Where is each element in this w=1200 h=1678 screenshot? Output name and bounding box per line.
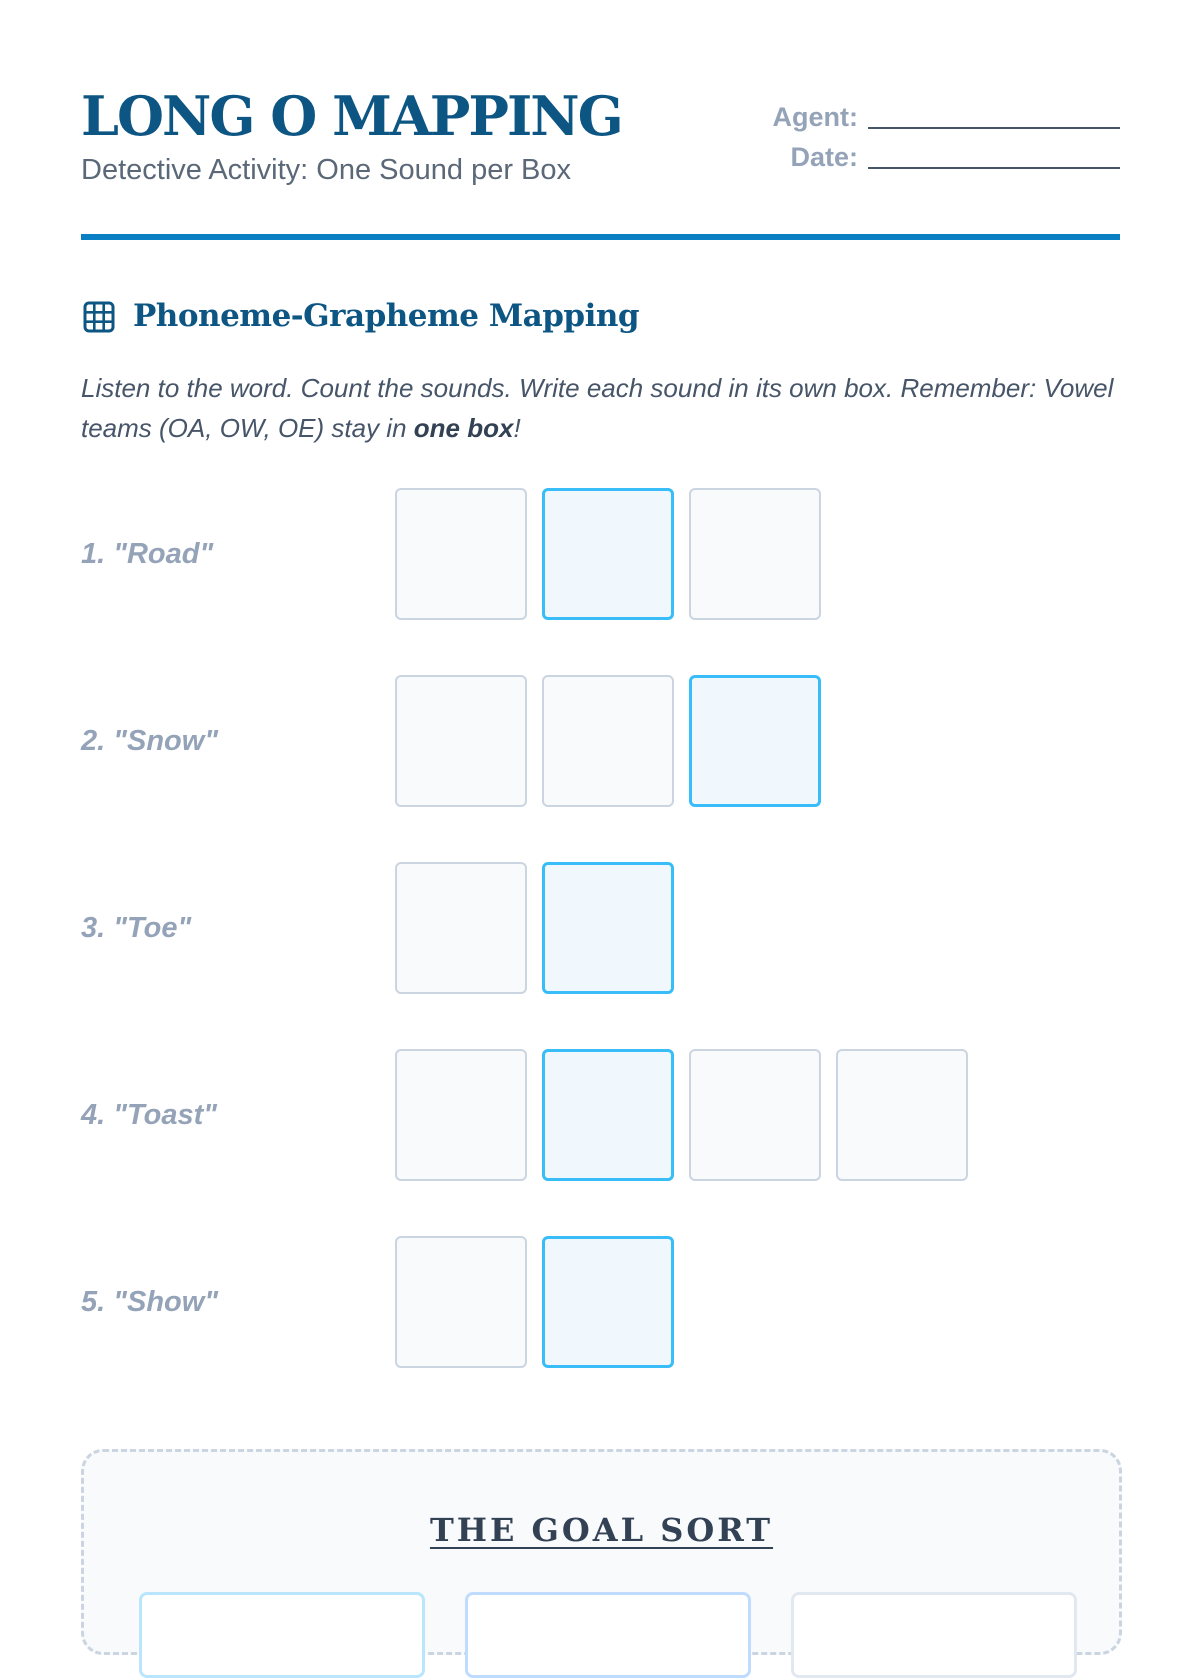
worksheet-header bbox=[81, 84, 1120, 244]
worksheet-page bbox=[81, 0, 1120, 1600]
word-label: 5. "Show" bbox=[81, 1286, 219, 1318]
goal-sort-title: THE GOAL SORT bbox=[429, 1511, 774, 1549]
grid-icon bbox=[83, 301, 115, 333]
date-line[interactable] bbox=[868, 167, 1120, 169]
instructions-text: Listen to the word. Count the sounds. Write each sound in its own box. Remember: Vowel teams (OA, OW, OE) stay in bbox=[81, 373, 1114, 443]
sound-boxes bbox=[395, 488, 821, 620]
sound-box-vowel-team[interactable] bbox=[542, 1049, 674, 1181]
sound-box[interactable] bbox=[836, 1049, 968, 1181]
sound-box-vowel-team[interactable] bbox=[542, 1236, 674, 1368]
word-label: 1. "Road" bbox=[81, 538, 214, 570]
agent-field[interactable] bbox=[760, 100, 1120, 140]
agent-line[interactable] bbox=[868, 127, 1120, 129]
instructions-end: ! bbox=[513, 413, 521, 443]
sound-box[interactable] bbox=[395, 488, 527, 620]
sound-box[interactable] bbox=[689, 1049, 821, 1181]
word-label: 3. "Toe" bbox=[81, 912, 192, 944]
sound-box[interactable] bbox=[689, 488, 821, 620]
sound-box[interactable] bbox=[395, 675, 527, 807]
agent-label: Agent: bbox=[772, 102, 858, 132]
sound-box-vowel-team[interactable] bbox=[689, 675, 821, 807]
goal-sort-column-1[interactable] bbox=[139, 1592, 425, 1678]
header-divider bbox=[81, 234, 1120, 240]
page-subtitle: Detective Activity: One Sound per Box bbox=[81, 154, 572, 186]
instructions-emphasis: one box bbox=[413, 413, 514, 443]
sound-box[interactable] bbox=[395, 1236, 527, 1368]
word-label: 2. "Snow" bbox=[81, 725, 219, 757]
date-field[interactable] bbox=[760, 140, 1120, 180]
sound-boxes bbox=[395, 1236, 674, 1368]
sound-boxes bbox=[395, 675, 821, 807]
goal-sort-column-2[interactable] bbox=[465, 1592, 751, 1678]
instructions bbox=[81, 368, 1120, 448]
section-header bbox=[81, 298, 1120, 338]
meta-fields bbox=[760, 100, 1120, 180]
goal-sort-panel bbox=[81, 1449, 1122, 1655]
word-label: 4. "Toast" bbox=[81, 1099, 218, 1131]
date-label: Date: bbox=[790, 142, 858, 172]
word-row-4 bbox=[81, 1049, 1120, 1181]
word-row-1 bbox=[81, 488, 1120, 620]
goal-sort-columns bbox=[139, 1592, 1077, 1678]
sound-box[interactable] bbox=[395, 862, 527, 994]
sound-boxes bbox=[395, 862, 674, 994]
sound-box[interactable] bbox=[542, 675, 674, 807]
sound-box-vowel-team[interactable] bbox=[542, 488, 674, 620]
goal-sort-column-3[interactable] bbox=[791, 1592, 1077, 1678]
sound-box-vowel-team[interactable] bbox=[542, 862, 674, 994]
section-title: Phoneme-Grapheme Mapping bbox=[133, 298, 640, 334]
word-row-3 bbox=[81, 862, 1120, 994]
page-title: LONG O MAPPING bbox=[81, 84, 622, 148]
word-row-2 bbox=[81, 675, 1120, 807]
word-row-5 bbox=[81, 1236, 1120, 1368]
sound-box[interactable] bbox=[395, 1049, 527, 1181]
sound-boxes bbox=[395, 1049, 968, 1181]
